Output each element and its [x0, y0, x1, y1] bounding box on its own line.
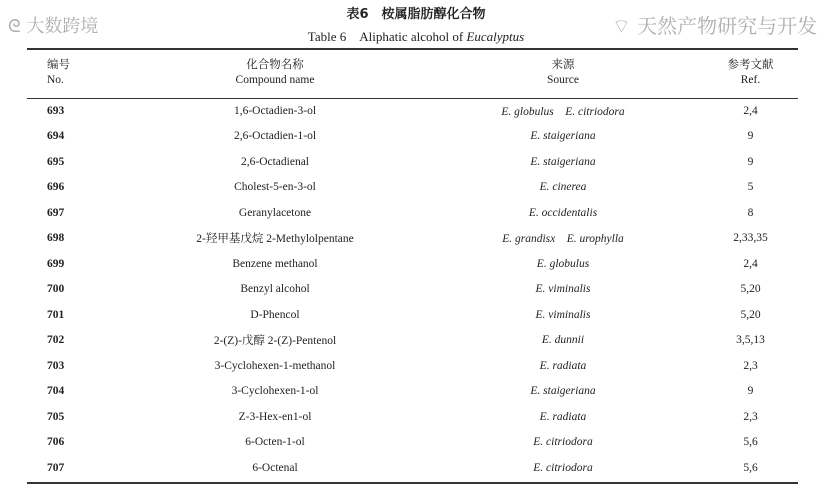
compound-source: E. citriodora: [533, 436, 593, 449]
compound-number: 695: [47, 155, 65, 168]
compound-name: 2-羟甲基戊烷 2-Methylolpentane: [196, 233, 354, 246]
top-rule: [27, 48, 798, 50]
table-row: [27, 149, 798, 175]
table-row: [27, 353, 798, 379]
table-row: [27, 404, 798, 430]
compound-number: 694: [47, 130, 65, 143]
compound-number: 698: [47, 232, 65, 245]
compound-source: E. globulus E. citriodora: [501, 105, 625, 118]
table-row: [27, 430, 798, 456]
table-row: [27, 98, 798, 124]
compound-number: 693: [47, 104, 65, 117]
compound-ref: 9: [747, 130, 754, 143]
header-source: [423, 58, 703, 98]
compound-source: E. dunnii: [541, 334, 585, 347]
compound-name: 2,6-Octadien-1-ol: [233, 130, 317, 143]
compound-name: Benzyl alcohol: [240, 283, 310, 296]
table-title-cn: 表6 桉属脂肪醇化合物: [346, 7, 486, 22]
compound-name: Benzene methanol: [232, 257, 318, 270]
compound-name: Cholest-5-en-3-ol: [234, 181, 316, 194]
compound-ref: 5,6: [743, 461, 758, 474]
compound-ref: 8: [747, 206, 754, 219]
header-ref-en: Ref.: [740, 74, 761, 86]
table-row: [27, 200, 798, 226]
compound-source: E. radiata: [539, 410, 587, 423]
compound-ref: 2,4: [743, 257, 758, 270]
watermark-left-text: 大数跨境: [26, 16, 99, 37]
compound-name: 6-Octen-1-ol: [245, 436, 305, 449]
compound-source: E. cinerea: [539, 181, 587, 194]
compound-number: 707: [47, 461, 65, 474]
compound-source: E. grandisx E. urophylla: [502, 233, 624, 246]
compound-ref: 9: [747, 155, 754, 168]
header-name-cn: 化合物名称: [246, 59, 304, 71]
table-row: [27, 251, 798, 277]
compound-number: 706: [47, 436, 65, 449]
compound-ref: 2,3: [743, 410, 758, 423]
compound-source: E. viminalis: [535, 308, 591, 321]
compound-name: 3-Cyclohexen-1-methanol: [214, 359, 336, 372]
compound-number: 702: [47, 334, 65, 347]
compound-source: E. citriodora: [533, 461, 593, 474]
compound-number: 703: [47, 359, 65, 372]
compound-ref: 2,4: [743, 104, 758, 117]
title-en-genus: Eucalyptus: [466, 29, 525, 44]
compound-ref: 5,20: [740, 308, 761, 321]
header-no-en: No.: [47, 74, 64, 86]
table-row: [27, 328, 798, 354]
header-no: [27, 58, 127, 98]
table-row: [27, 277, 798, 303]
compound-source: E. staigeriana: [530, 130, 596, 143]
compound-number: 701: [47, 308, 65, 321]
compound-number: 699: [47, 257, 65, 270]
compound-ref: 2,3: [743, 359, 758, 372]
compound-source: E. staigeriana: [530, 155, 596, 168]
header-source-cn: 来源: [551, 59, 575, 71]
watermark-right: ⌔ 天然产物研究与开发: [612, 14, 818, 38]
header-name: [127, 58, 423, 98]
title-en-text: Table 6 Aliphatic alcohol of: [307, 29, 467, 44]
table-row: [27, 455, 798, 481]
table-row: [27, 379, 798, 405]
header-source-en: Source: [547, 74, 579, 86]
compound-name: 3-Cyclohexen-1-ol: [231, 385, 319, 398]
compound-name: D-Phencol: [250, 308, 300, 321]
header-name-en: Compound name: [235, 74, 315, 86]
compound-number: 700: [47, 283, 65, 296]
table-row: [27, 226, 798, 252]
compound-name: Geranylacetone: [238, 206, 312, 219]
table-row: [27, 124, 798, 150]
compound-name: Z-3-Hex-en1-ol: [238, 410, 312, 423]
watermark-right-text: 天然产物研究与开发: [637, 14, 818, 38]
bottom-rule: [27, 482, 798, 484]
compound-number: 696: [47, 181, 65, 194]
compound-ref: 5,6: [743, 436, 758, 449]
watermark-left: ᘓ 大数跨境: [8, 16, 99, 37]
compound-source: E. globulus: [536, 257, 590, 270]
table-row: [27, 302, 798, 328]
compound-table: [27, 58, 798, 481]
compound-name: 2-(Z)-戊醇 2-(Z)-Pentenol: [213, 335, 337, 348]
header-no-cn: 编号: [47, 59, 70, 71]
compound-ref: 2,33,35: [733, 232, 768, 245]
compound-number: 704: [47, 385, 65, 398]
compound-number: 697: [47, 206, 65, 219]
compound-ref: 5,20: [740, 283, 761, 296]
compound-name: 6-Octenal: [252, 461, 298, 474]
compound-source: E. viminalis: [535, 283, 591, 296]
table-row: [27, 175, 798, 201]
compound-source: E. staigeriana: [530, 385, 596, 398]
header-row: [27, 58, 798, 98]
compound-ref: 5: [747, 181, 754, 194]
compound-source: E. occidentalis: [528, 206, 598, 219]
compound-number: 705: [47, 410, 65, 423]
compound-name: 2,6-Octadienal: [240, 155, 309, 168]
compound-source: E. radiata: [539, 359, 587, 372]
compound-ref: 9: [747, 385, 754, 398]
compound-ref: 3,5,13: [736, 334, 765, 347]
header-ref: [703, 58, 798, 98]
header-ref-cn: 参考文献: [727, 59, 774, 71]
compound-name: 1,6-Octadien-3-ol: [233, 104, 317, 117]
